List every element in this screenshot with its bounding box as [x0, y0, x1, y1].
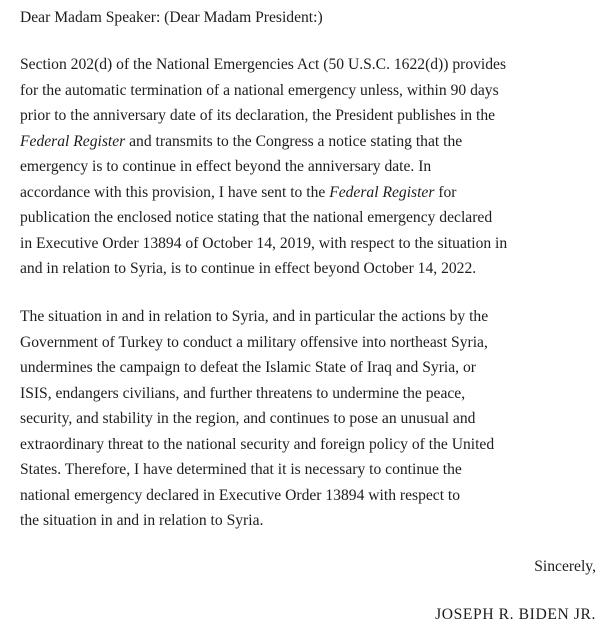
paragraph-2-line: States. Therefore, I have determined that it is necessary to continue the — [20, 461, 462, 478]
paragraph-1-line: and in relation to Syria, is to continue in effect beyond October 14, 2022. — [20, 260, 477, 277]
paragraph-2 — [20, 304, 590, 534]
salutation: Dear Madam Speaker: (Dear Madam President:) — [20, 9, 323, 26]
paragraph-2-line: ISIS, endangers civilians, and further threatens to undermine the peace, — [20, 384, 466, 402]
paragraph-1-line: emergency is to continue in effect beyond the anniversary date. In — [20, 158, 432, 175]
paragraph-2-line: security, and stability in the region, and continues to pose an unusual and — [20, 410, 476, 427]
paragraph-2-line: extraordinary threat to the national security and foreign policy of the United — [20, 435, 495, 453]
paragraph-1-line: prior to the anniversary date of its declaration, the President publishes in the — [20, 107, 496, 124]
paragraph-2-line: The situation in and in relation to Syria, and in particular the actions by the — [20, 308, 489, 325]
paragraph-1-line-start: accordance with this provision, I have sent to the — [20, 183, 330, 201]
closing: Sincerely, — [534, 558, 596, 575]
signature: JOSEPH R. BIDEN JR. — [435, 606, 596, 623]
paragraph-2-line: undermines the campaign to defeat the Islamic State of Iraq and Syria, or — [20, 359, 476, 376]
paragraph-1-line: in Executive Order 13894 of October 14, 2019, with respect to the situation in — [20, 234, 508, 252]
paragraph-1-line: for the automatic termination of a national emergency unless, within 90 days — [20, 81, 499, 99]
paragraph-1-line-end: for — [434, 183, 457, 201]
paragraph-2-line: the situation in and in relation to Syria. — [20, 512, 264, 529]
paragraph-1-line-rest: and transmits to the Congress a notice stating that the — [125, 132, 463, 150]
paragraph-1-line: Section 202(d) of the National Emergencies Act (50 U.S.C. 1622(d)) provides — [20, 56, 507, 73]
paragraph-2-line: Government of Turkey to conduct a military offensive into northeast Syria, — [20, 333, 488, 351]
paragraph-1 — [20, 52, 590, 282]
federal-register-italic: Federal Register — [329, 183, 435, 201]
paragraph-1-line — [20, 129, 590, 155]
paragraph-1-line — [20, 180, 590, 206]
paragraph-1-line: publication the enclosed notice stating that the national emergency declared — [20, 209, 493, 226]
federal-register-italic: Federal Register — [20, 132, 126, 150]
paragraph-2-line: national emergency declared in Executive Order 13894 with respect to — [20, 486, 461, 504]
